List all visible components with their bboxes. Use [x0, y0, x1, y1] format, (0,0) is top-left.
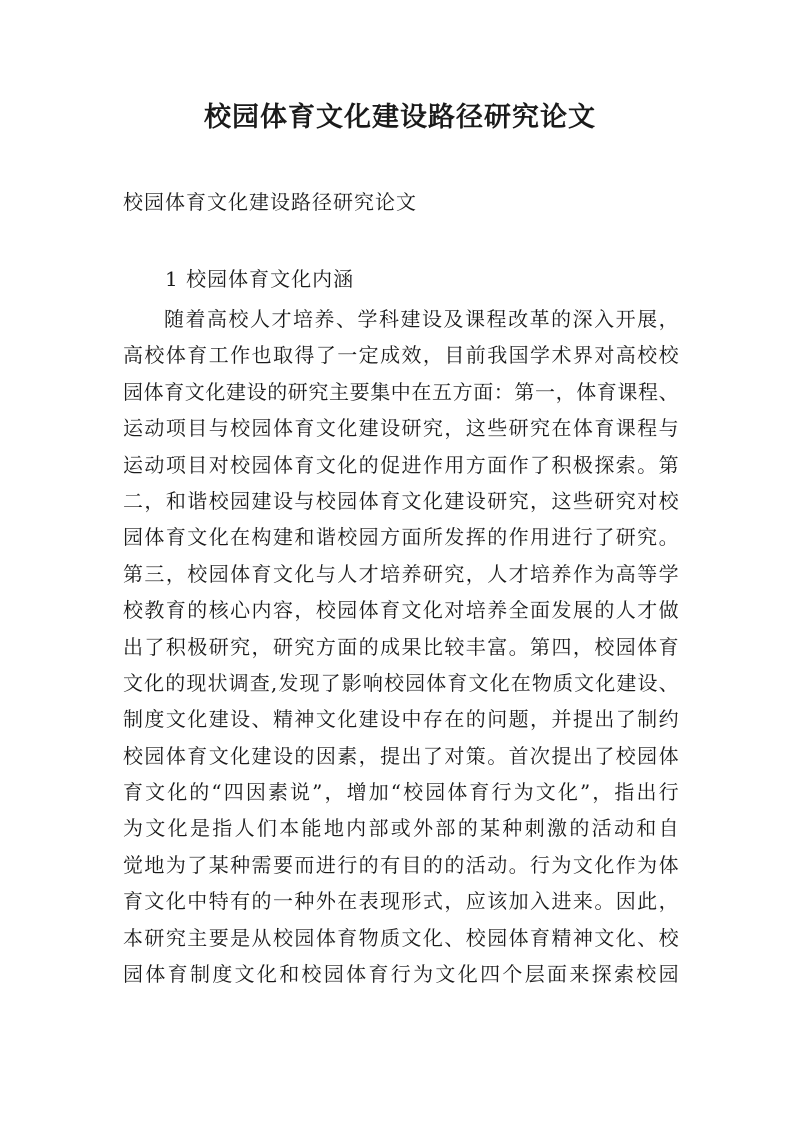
paragraph-line: 育文化的“四因素说”，增加“校园体育行为文化”，指出行 [123, 780, 679, 805]
paragraph-line: 校园体育文化建设的因素，提出了对策。首次提出了校园体 [123, 743, 679, 768]
paragraph-line: 育文化中特有的一种外在表现形式，应该加入进来。因此， [123, 889, 679, 914]
paragraph-line: 校教育的核心内容，校园体育文化对培养全面发展的人才做 [123, 598, 679, 623]
paragraph-line: 本研究主要是从校园体育物质文化、校园体育精神文化、校 [123, 925, 679, 950]
paragraph-line: 觉地为了某种需要而进行的有目的的活动。行为文化作为体 [123, 852, 679, 877]
paragraph-line: 运动项目对校园体育文化的促进作用方面作了积极探索。第 [123, 452, 679, 477]
paragraph-line: 为文化是指人们本能地内部或外部的某种刺激的活动和自 [123, 816, 679, 841]
document-title: 校园体育文化建设路径研究论文 [204, 102, 596, 133]
paragraph-line: 园体育文化在构建和谐校园方面所发挥的作用进行了研究。 [123, 525, 679, 550]
paragraph-line: 文化的现状调查,发现了影响校园体育文化在物质文化建设、 [123, 670, 679, 695]
paragraph-line: 高校体育工作也取得了一定成效，目前我国学术界对高校校 [123, 343, 679, 368]
paragraph-line: 制度文化建设、精神文化建设中存在的问题，并提出了制约 [123, 707, 679, 732]
paragraph-line: 运动项目与校园体育文化建设研究，这些研究在体育课程与 [123, 416, 679, 441]
paragraph-line: 随着高校人才培养、学科建设及课程改革的深入开展， [164, 307, 679, 331]
paragraph-line: 园体育制度文化和校园体育行为文化四个层面来探索校园 [123, 962, 679, 987]
section-heading: 1 校园体育文化内涵 [165, 267, 355, 291]
paragraph-line: 二，和谐校园建设与校园体育文化建设研究，这些研究对校 [123, 488, 679, 513]
paragraph-line: 园体育文化建设的研究主要集中在五方面：第一，体育课程、 [123, 379, 679, 404]
paragraph-line: 出了积极研究，研究方面的成果比较丰富。第四，校园体育 [123, 634, 679, 659]
document-subtitle: 校园体育文化建设路径研究论文 [123, 190, 417, 214]
body-paragraph [123, 301, 679, 992]
paragraph-line: 第三，校园体育文化与人才培养研究，人才培养作为高等学 [123, 561, 679, 586]
